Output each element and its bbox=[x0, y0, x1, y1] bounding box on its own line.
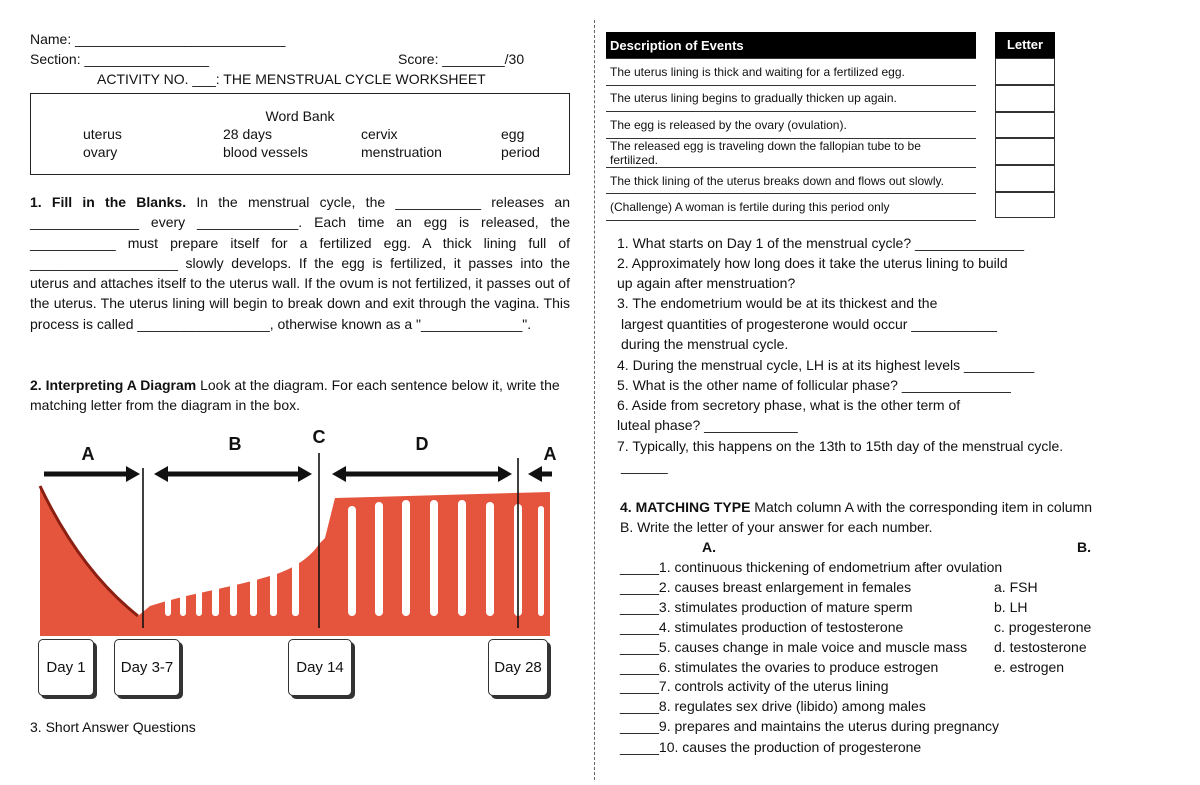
letter-box[interactable] bbox=[995, 85, 1055, 112]
short-answer-question: 4. During the menstrual cycle, LH is at its highest levels _________ bbox=[617, 357, 1035, 373]
short-answer-question: luteal phase? ____________ bbox=[617, 417, 798, 433]
word-bank-word: egg bbox=[501, 126, 525, 142]
letter-box[interactable] bbox=[995, 192, 1055, 218]
column-b-label: B. bbox=[1077, 539, 1091, 555]
day-label: Day 1 bbox=[38, 639, 94, 696]
worksheet-title: ACTIVITY NO. ___: THE MENSTRUAL CYCLE WORKSHEET bbox=[97, 71, 486, 87]
matching-intro bbox=[620, 497, 1108, 537]
matching-instructions: Match column A with the corresponding item in column B. Write the letter of your answer for each number. bbox=[620, 499, 1093, 535]
matching-item: _____6. stimulates the ovaries to produce estrogen bbox=[620, 659, 939, 675]
short-answer-question: 1. What starts on Day 1 of the menstrual cycle? ______________ bbox=[617, 235, 1025, 251]
event-row: The uterus lining is thick and waiting for a fertilized egg. bbox=[606, 59, 976, 86]
matching-item: _____2. causes breast enlargement in females bbox=[620, 579, 912, 595]
matching-item: _____3. stimulates production of mature sperm bbox=[620, 599, 913, 615]
word-bank-word: blood vessels bbox=[223, 144, 308, 160]
short-answer-question: ______ bbox=[621, 458, 668, 474]
word-bank bbox=[30, 93, 570, 175]
word-bank-word: uterus bbox=[83, 126, 122, 142]
fill-in-blanks-paragraph bbox=[30, 192, 570, 334]
matching-item: _____9. prepares and maintains the uterus during pregnancy bbox=[620, 718, 1000, 734]
diagram-instructions bbox=[30, 375, 575, 415]
word-bank-word: 28 days bbox=[223, 126, 273, 142]
matching-choice: a. FSH bbox=[994, 579, 1038, 595]
short-answer-question: 7. Typically, this happens on the 13th to 15th day of the menstrual cycle. bbox=[617, 438, 1064, 454]
matching-item: _____8. regulates sex drive (libido) among males bbox=[620, 698, 926, 714]
short-answer-question: 6. Aside from secretory phase, what is the other term of bbox=[617, 397, 961, 413]
fill-in-blanks-heading: 1. Fill in the Blanks. bbox=[30, 194, 187, 210]
name-field[interactable]: Name: ___________________________ bbox=[30, 31, 286, 47]
phase-letter: B bbox=[228, 434, 242, 454]
short-answer-question: up again after menstruation? bbox=[617, 275, 796, 291]
matching-item: _____5. causes change in male voice and muscle mass bbox=[620, 639, 968, 655]
letter-box[interactable] bbox=[995, 112, 1055, 138]
matching-item: _____4. stimulates production of testosterone bbox=[620, 619, 904, 635]
short-answer-question: 3. The endometrium would be at its thickest and the bbox=[617, 295, 938, 311]
matching-item: _____10. causes the production of progesterone bbox=[620, 739, 922, 755]
event-row: (Challenge) A woman is fertile during this period only bbox=[606, 194, 976, 221]
short-answer-question: 2. Approximately how long does it take the uterus lining to build bbox=[617, 255, 1008, 271]
diagram-heading: 2. Interpreting A Diagram bbox=[30, 377, 197, 393]
word-bank-word: ovary bbox=[83, 144, 118, 160]
matching-item: _____7. controls activity of the uterus lining bbox=[620, 678, 889, 694]
phase-letter: A bbox=[81, 444, 95, 464]
letter-box[interactable] bbox=[995, 165, 1055, 192]
matching-heading: 4. MATCHING TYPE bbox=[620, 499, 751, 515]
section-field[interactable]: Section: ________________ bbox=[30, 51, 210, 67]
event-row: The released egg is traveling down the fallopian tube to be fertilized. bbox=[606, 138, 976, 167]
fill-in-blanks-text: In the menstrual cycle, the ___________ releases an ______________ every _____________. Each time an egg is released, the ___________ must prepare itself for a fertilized egg. A thick lining full of ___________________ slowly develops. If the egg is fertilized, it passes into the uterus and attaches itself to the uterus wall. If the ovum is not fertilized, it passes out of the uterus. The uterus lining will begin to break down and exit through the vagina. This process is called _________________, otherwise known as a "_____________". bbox=[30, 194, 570, 332]
word-bank-word: cervix bbox=[361, 126, 398, 142]
matching-choice: d. testosterone bbox=[994, 639, 1087, 655]
event-row: The thick lining of the uterus breaks down and flows out slowly. bbox=[606, 167, 976, 194]
column-divider bbox=[594, 20, 595, 780]
column-a-label: A. bbox=[702, 539, 716, 555]
events-table-header: Description of Events bbox=[606, 32, 976, 59]
short-answer-question: 5. What is the other name of follicular phase? ______________ bbox=[617, 377, 1011, 393]
matching-item: _____1. continuous thickening of endometrium after ovulation bbox=[620, 559, 1003, 575]
score-field[interactable]: Score: ________/30 bbox=[398, 51, 525, 67]
matching-choice: c. progesterone bbox=[994, 619, 1092, 635]
short-answer-question: largest quantities of progesterone would occur ___________ bbox=[621, 316, 997, 332]
short-answer-heading: 3. Short Answer Questions bbox=[30, 719, 196, 735]
day-label: Day 28 bbox=[488, 639, 548, 696]
letter-box[interactable] bbox=[995, 58, 1055, 85]
diagram-instructions-text: Look at the diagram. For each sentence below it, write the matching letter from the diagram in the box. bbox=[30, 377, 560, 413]
event-row: The egg is released by the ovary (ovulation). bbox=[606, 112, 976, 139]
matching-choice: b. LH bbox=[994, 599, 1028, 615]
phase-letter: A bbox=[543, 444, 557, 464]
matching-choice: e. estrogen bbox=[994, 659, 1065, 675]
short-answer-question: during the menstrual cycle. bbox=[621, 336, 789, 352]
letter-box[interactable] bbox=[995, 138, 1055, 165]
day-label: Day 14 bbox=[288, 639, 352, 696]
word-bank-heading: Word Bank bbox=[265, 108, 335, 124]
word-bank-word: menstruation bbox=[361, 144, 442, 160]
phase-letter: D bbox=[415, 434, 429, 454]
event-row: The uterus lining begins to gradually thicken up again. bbox=[606, 85, 976, 112]
events-table bbox=[606, 32, 976, 221]
day-label: Day 3-7 bbox=[114, 639, 180, 696]
phase-letter: C bbox=[312, 428, 326, 447]
word-bank-word: period bbox=[501, 144, 540, 160]
letter-header: Letter bbox=[995, 32, 1055, 58]
